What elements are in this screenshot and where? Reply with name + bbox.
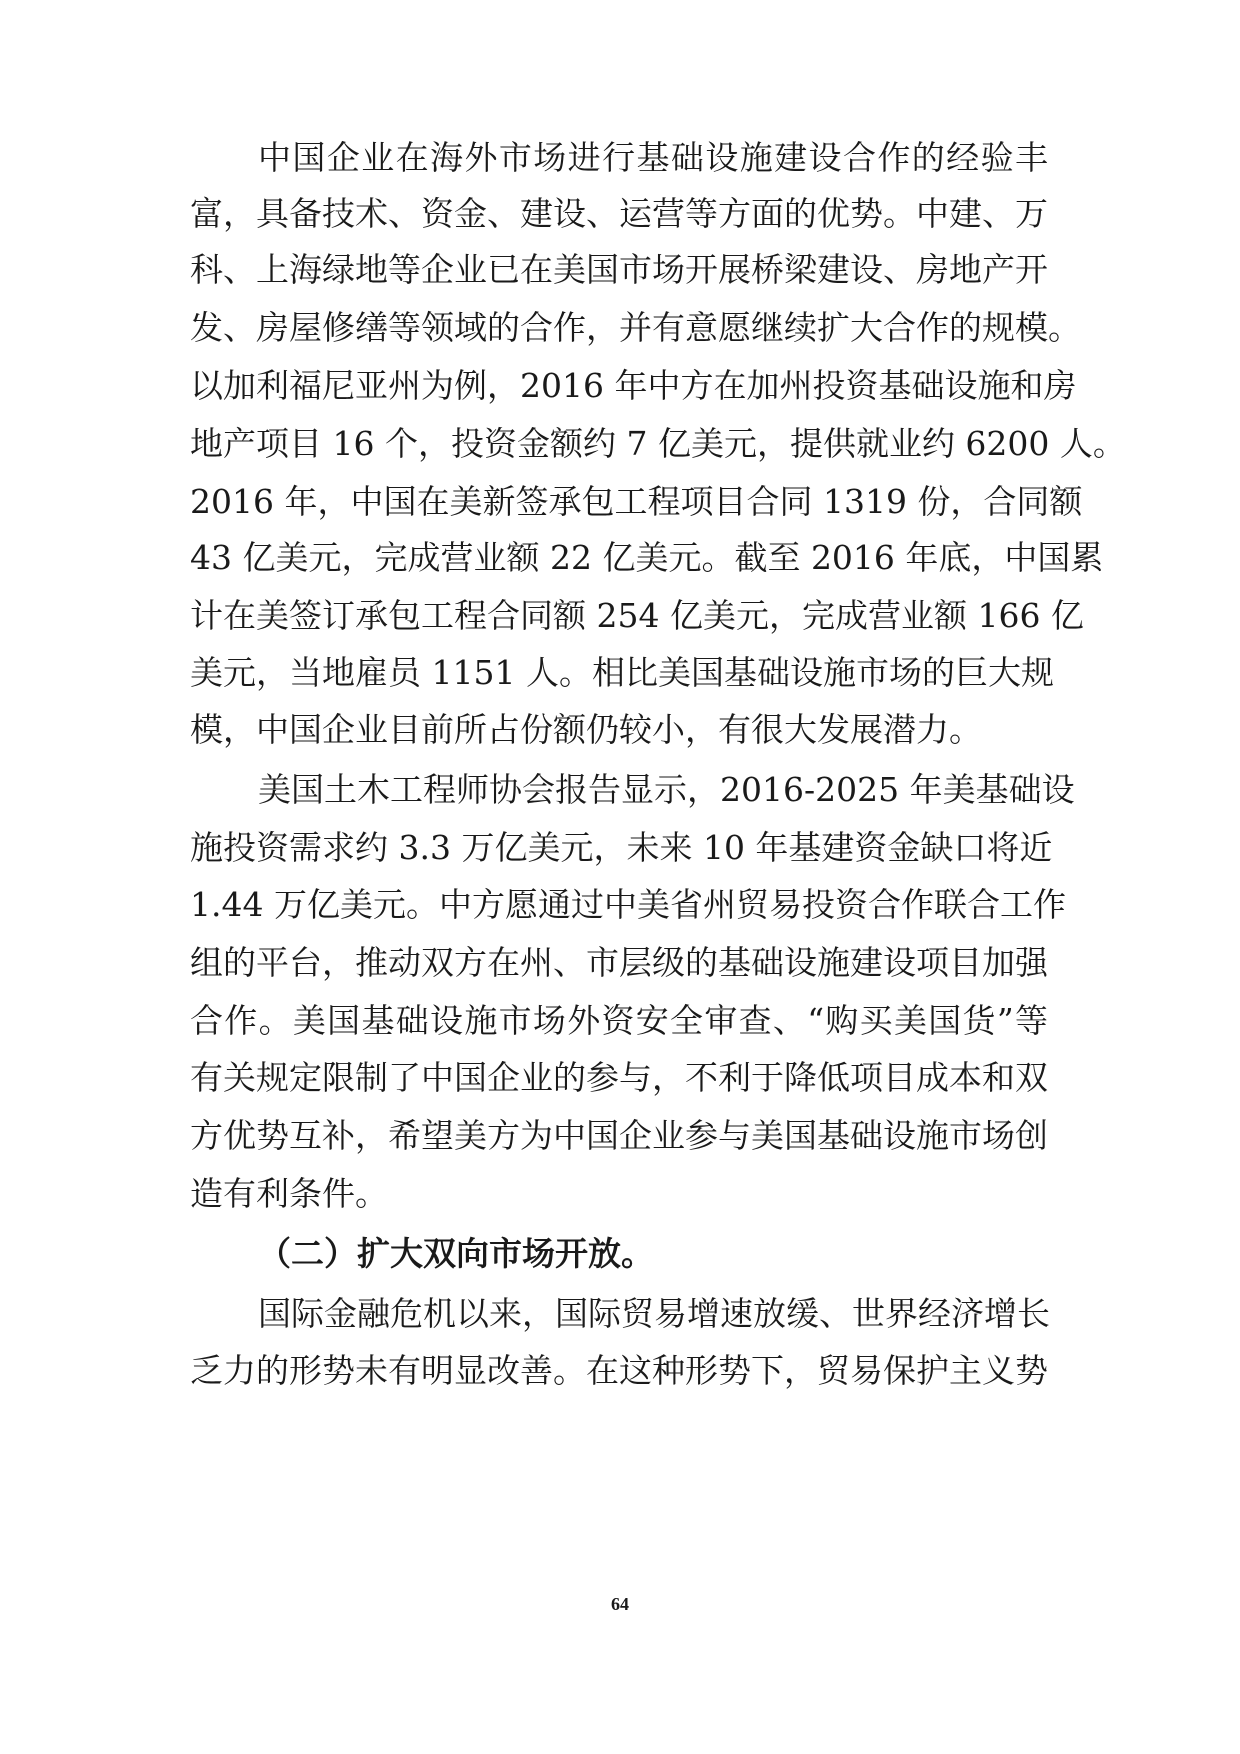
text-line bbox=[0, 818, 1240, 878]
text-line bbox=[0, 472, 1240, 532]
text-line bbox=[0, 1284, 1240, 1344]
page-number: 64 bbox=[611, 1594, 629, 1614]
text-line-content: 施投资需求约 3.3 万亿美元，未来 10 年基建资金缺口将近 bbox=[190, 828, 1053, 867]
text-line-content: 科、上海绿地等企业已在美国市场开展桥梁建设、房地产开 bbox=[190, 250, 1048, 289]
text-line bbox=[0, 414, 1240, 474]
text-line-content: 富，具备技术、资金、建设、运营等方面的优势。中建、万 bbox=[190, 194, 1048, 233]
text-line bbox=[0, 128, 1240, 188]
text-line-content: 国际金融危机以来，国际贸易增速放缓、世界经济增长 bbox=[258, 1294, 1050, 1333]
text-line bbox=[0, 528, 1240, 588]
text-line bbox=[0, 643, 1240, 703]
text-line bbox=[0, 298, 1240, 358]
text-line-content: 发、房屋修缮等领域的合作，并有意愿继续扩大合作的规模。 bbox=[190, 308, 1081, 347]
text-line-content: 1.44 万亿美元。中方愿通过中美省州贸易投资合作联合工作 bbox=[190, 885, 1066, 924]
text-line bbox=[0, 991, 1240, 1051]
text-line-content: 方优势互补，希望美方为中国企业参与美国基础设施市场创 bbox=[190, 1116, 1048, 1155]
text-line-content: 2016 年，中国在美新签承包工程项目合同 1319 份，合同额 bbox=[190, 482, 1083, 521]
text-line bbox=[0, 1341, 1240, 1401]
text-line-content: 美国土木工程师协会报告显示，2016-2025 年美基础设 bbox=[258, 770, 1075, 809]
text-line-content: 组的平台，推动双方在州、市层级的基础设施建设项目加强 bbox=[190, 943, 1048, 982]
text-line bbox=[0, 1164, 1240, 1224]
text-line-content: 造有利条件。 bbox=[190, 1174, 388, 1213]
text-line-content: 乏力的形势未有明显改善。在这种形势下，贸易保护主义势 bbox=[190, 1351, 1048, 1390]
text-line bbox=[0, 586, 1240, 646]
text-line-content: 地产项目 16 个，投资金额约 7 亿美元，提供就业约 6200 人。 bbox=[190, 424, 1126, 463]
text-line-content: 中国企业在海外市场进行基础设施建设合作的经验丰 bbox=[258, 138, 1048, 177]
section-heading-text: （二）扩大双向市场开放。 bbox=[258, 1234, 654, 1273]
text-line bbox=[0, 240, 1240, 300]
text-line-content: 合作。美国基础设施市场外资安全审查、“购买美国货”等 bbox=[190, 1001, 1048, 1040]
text-line-content: 以加利福尼亚州为例，2016 年中方在加州投资基础设施和房 bbox=[190, 366, 1077, 405]
text-line bbox=[0, 184, 1240, 244]
text-line-content: 43 亿美元，完成营业额 22 亿美元。截至 2016 年底，中国累 bbox=[190, 538, 1104, 577]
text-line bbox=[0, 760, 1240, 820]
text-line bbox=[0, 700, 1240, 760]
text-line bbox=[0, 875, 1240, 935]
section-heading bbox=[0, 1224, 1240, 1284]
text-line-content: 美元，当地雇员 1151 人。相比美国基础设施市场的巨大规 bbox=[190, 653, 1054, 692]
text-line-content: 模，中国企业目前所占份额仍较小，有很大发展潜力。 bbox=[190, 710, 982, 749]
text-line bbox=[0, 1106, 1240, 1166]
text-line-content: 计在美签订承包工程合同额 254 亿美元，完成营业额 166 亿 bbox=[190, 596, 1084, 635]
text-line bbox=[0, 1048, 1240, 1108]
text-line-content: 有关规定限制了中国企业的参与，不利于降低项目成本和双 bbox=[190, 1058, 1048, 1097]
text-line bbox=[0, 933, 1240, 993]
text-line bbox=[0, 356, 1240, 416]
